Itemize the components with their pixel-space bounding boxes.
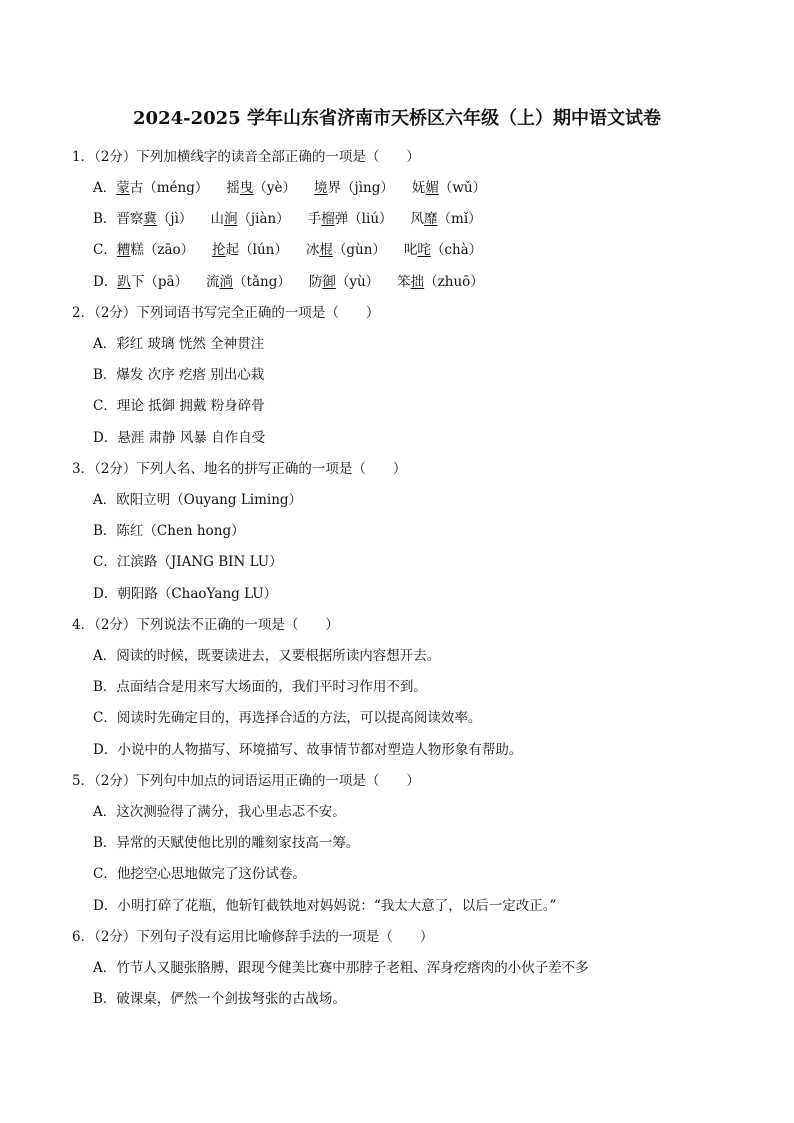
option-letter: A． [93,180,117,196]
question-1-option-b: B．晋察冀（jì） 山涧（jiàn） 手榴弹（liú） 风靡（mǐ） [93,211,482,227]
question-6-stem: 6．（2分）下列句子没有运用比喻修辞手法的一项是（ ） [72,929,434,945]
question-2-option-a: A．彩红 玻璃 恍然 全神贯注 [93,336,265,352]
question-1-option-d: D．趴下（pā） 流淌（tǎng） 防御（yù） 笨拙（zhuō） [93,274,484,290]
question-3-option-c: C．江滨路（JIANG BIN LU） [93,554,283,570]
question-5-option-c: C．他挖空心思地做完了这份试卷。 [93,866,306,882]
question-2-option-c: C．理论 抵御 拥戴 粉身碎骨 [93,398,265,414]
question-3-stem: 3．（2分）下列人名、地名的拼写正确的一项是（ ） [72,461,407,477]
question-2-option-b: B．爆发 次序 疙瘩 别出心栽 [93,367,265,383]
question-5-option-d: D．小明打碎了花瓶，他斩钉截铁地对妈妈说：“我太大意了，以后一定改正。” [93,898,557,914]
page-title: 2024-2025 学年山东省济南市天桥区六年级（上）期中语文试卷 [133,108,661,129]
question-4-stem: 4．（2分）下列说法不正确的一项是（ ） [72,617,339,633]
question-1-stem: 1．（2分）下列加横线字的读音全部正确的一项是（ ） [72,149,420,165]
question-4-option-a: A．阅读的时候，既要读进去，又要根据所读内容想开去。 [93,648,441,664]
question-2-option-d: D．悬涯 肃静 风暴 自作自受 [93,430,266,446]
question-2-stem: 2．（2分）下列词语书写完全正确的一项是（ ） [72,305,380,321]
question-5-stem: 5．（2分）下列句中加点的词语运用正确的一项是（ ） [72,773,420,789]
question-6-option-b: B．破课桌，俨然一个剑拔弩张的古战场。 [93,991,346,1007]
question-3-option-a: A．欧阳立明（Ouyang Liming） [93,492,303,508]
question-4-option-d: D．小说中的人物描写、环境描写、故事情节都对塑造人物形象有帮助。 [93,742,523,758]
question-3-option-b: B．陈红（Chen hong） [93,523,245,539]
question-5-option-b: B．异常的天赋使他比别的雕刻家技高一筹。 [93,835,360,851]
question-1-option-c: C．糟糕（zāo） 抡起（lún） 冰棍（gùn） 叱咤（chà） [93,242,483,258]
question-5-option-a: A．这次测验得了满分，我心里忐忑不安。 [93,804,346,820]
question-4-option-b: B．点面结合是用来写大场面的，我们平时习作用不到。 [93,679,427,695]
question-1-option-a: A．蒙古（méng） 摇曳（yè） 境界（jìng） 妩媚（wǔ） [93,180,487,196]
question-4-option-c: C．阅读时先确定目的，再选择合适的方法，可以提高阅读效率。 [93,710,482,726]
question-3-option-d: D．朝阳路（ChaoYang LU） [93,586,278,602]
question-6-option-a: A．竹节人又腿张胳膊，跟现今健美比赛中那脖子老粗、浑身疙瘩肉的小伙子差不多 [93,960,589,976]
